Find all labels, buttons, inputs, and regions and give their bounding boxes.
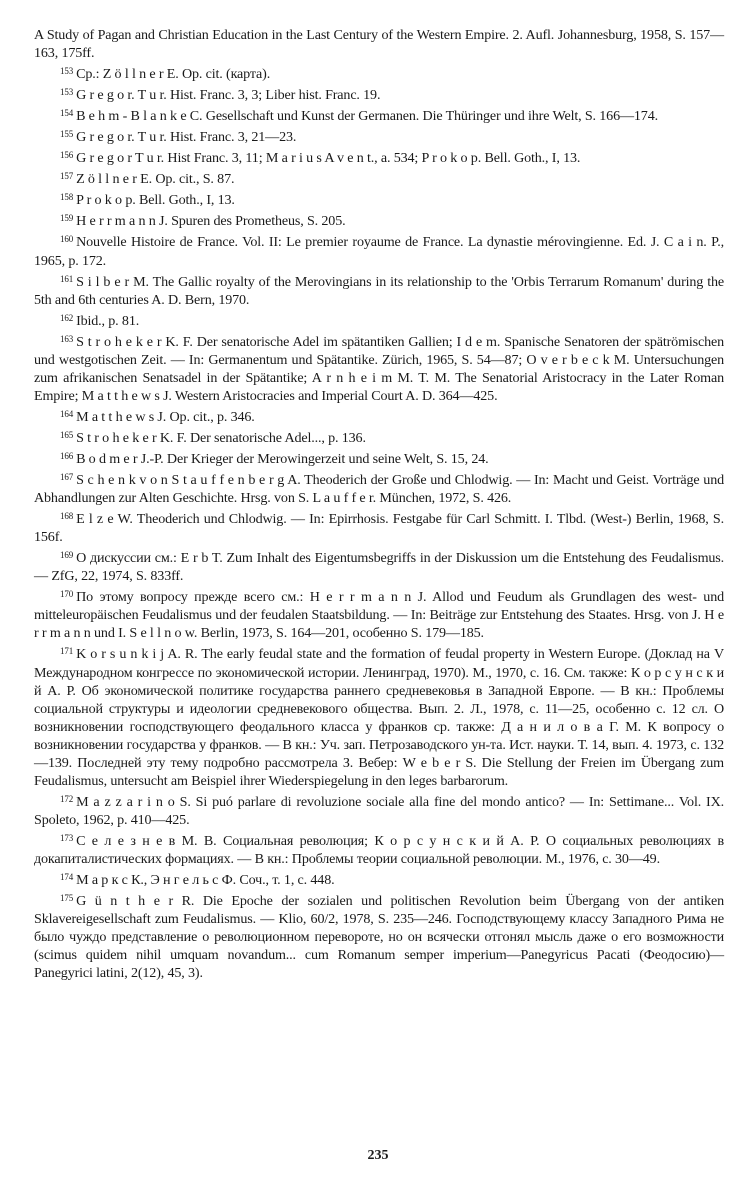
footnote-156: $^{156}$ G r e g o r T u r. Hist Franc. 3, 11; M a r i u s A v e n t., a. 534; P r o k o p. Bell. Goth., I, 13. <box>60 150 581 167</box>
footnote-164: $^{164}$ M a t t h e w s J. Op. cit., p. 346. <box>60 408 255 425</box>
footnote-172: $^{172}$ M a z z a r i n o S. Si puó parlare di revoluzione sociale alla fine del mondo antico? — In: Settimane... Vol. IX. Spoleto, 1962, p. 410—425. <box>34 793 724 828</box>
footnote-155: $^{155}$ G r e g o r. T u r. Hist. Franc. 3, 21—23. <box>60 129 297 146</box>
footnote-166: $^{166}$ B o d m e r J.-P. Der Krieger der Merowingerzeit und seine Welt, S. 15, 24. <box>60 450 489 467</box>
footnote-154: $^{154}$ B e h m - B l a n k e C. Gesellschaft und Kunst der Germanen. Die Thüringer und ihre Welt, S. 166—174. <box>60 108 658 125</box>
footnote-153b: $^{153}$ G r e g o r. T u r. Hist. Franc. 3, 3; Liber hist. Franc. 19. <box>60 87 381 104</box>
footnote-171: $^{171}$ K o r s u n k i j A. R. The early feudal state and the formation of feudal property in Western Europe. (Доклад на V Международном конгрессе по экономической истории. Ленинград, 1970). M., 1970, c. 16. См. также: К о р с у н с к и й А. Р. Об экономической политике государства раннего средневековья в Западной Европе. — В кн.: Проблемы социальной структуры и идеологии средневекового общества. Вып. 2. Л., 1978, c. 11—25, особенно c. 12 сл. О возникновении господствующего феодального класса у франков ср. также: Д а н и л о в а Г. М. К вопросу о возникновении государства у франков. — В кн.: Уч. зап. Петрозаводского ун-та. Ист. науки. Т. 14, вып. 4. 1973, c. 132—139. Последней эту тему подробно рассмотрела З. Вебер: W e b e r S. Die Stellung der Freien im Übergang zum Feudalismus, untersucht am Beispiel ihrer Wiederspiegelung in den leges barbarorum. <box>34 646 724 789</box>
footnote-158: $^{158}$ P r o k o p. Bell. Goth., I, 13. <box>60 192 235 209</box>
footnote-163: $^{163}$ S t r o h e k e r K. F. Der senatorische Adel im spätantiken Gallien; I d e m. Spanische Senatoren der spätrömischen und westgotischen Zeit. — In: Germanentum und Spätantike. Zürich, 1965, S. 54—87; O v e r b e c k M. Untersuchungen zum afrikanischen Senatsadel in der Spätantike; A r n h e i m M. T. M. The Senatorial Aristocracy in the Later Roman Empire; M a t t h e w s J. Western Aristocracies and Imperial Court A. D. 364—425. <box>34 333 724 404</box>
footnote-170: $^{170}$ По этому вопросу прежде всего см.: H e r r m a n n J. Allod und Feudum als Grundlagen des west- und mitteleuropäischen Feudalismus und der feudalen Staatsbildung. — In: Beiträge zur Entstehung des Staates. Hrsg. von J. H e r r m a n n und I. S e l l n o w. Berlin, 1973, S. 164—201, особенно S. 179—185. <box>34 589 724 642</box>
footnote-continuation: A Study of Pagan and Christian Education in the Last Century of the Western Empire. 2. Aufl. Johannesburg, 1958, S. 157—163, 175ff. <box>34 27 724 62</box>
footnote-161: $^{161}$ S i l b e r M. The Gallic royalty of the Merovingians in its relationship to the 'Orbis Terrarum Romanum' during the 5th and 6th centuries A. D. Bern, 1970. <box>34 273 724 308</box>
page-number: 235 <box>367 1148 389 1163</box>
footnote-165: $^{165}$ S t r o h e k e r K. F. Der senatorische Adel..., p. 136. <box>60 429 366 446</box>
footnote-169: $^{169}$ О дискуссии см.: E r b T. Zum Inhalt des Eigentumsbegriffs in der Diskussion um die Entstehung des Feudalismus. — ZfG, 22, 1974, S. 833ff. <box>34 550 724 585</box>
footnote-162: $^{162}$ Ibid., p. 81. <box>60 312 140 329</box>
footnote-173: $^{173}$ С е л е з н е в М. В. Социальная революция; К о р с у н с к и й А. Р. О социальных революциях в докапиталистических формациях. — В кн.: Проблемы теории социальной революции. М., 1976, c. 30—49. <box>34 832 724 867</box>
footnote-157: $^{157}$ Z ö l l n e r E. Op. cit., S. 87. <box>60 171 235 188</box>
footnote-153a: $^{153}$ Cp.: Z ö l l n e r E. Op. cit. (карта). <box>60 66 271 83</box>
footnotes <box>34 26 724 982</box>
footnote-168: $^{168}$ E l z e W. Theoderich und Chlodwig. — In: Epirrhosis. Festgabe für Carl Schmitt. I. Tlbd. (West-) Berlin, 1968, S. 156f. <box>34 511 724 546</box>
footnote-174: $^{174}$ М а р к с К., Э н г е л ь с Ф. Соч., т. 1, c. 448. <box>60 872 335 889</box>
footnote-175: $^{175}$ G ü n t h e r R. Die Epoche der sozialen und politischen Revolution beim Übergang von der antiken Sklavereigesellschaft zum Feudalismus. — Klio, 60/2, 1978, S. 235—246. Господствующему классу Западного Рима не было чуждо представление о революционном перевороте, но он всячески отгонял мысль даже о его возможности (scimus quidem nihil umquam novandum... cum Romanum semper imperium—Panegyricus Pacati (Феодосию)—Panegyrici latini, 2(12), 45, 3). <box>34 893 724 982</box>
footnote-159: $^{159}$ H e r r m a n n J. Spuren des Prometheus, S. 205. <box>60 213 346 230</box>
footnote-167: $^{167}$ S c h e n k v o n S t a u f f e n b e r g A. Theoderich der Große und Chlodwig. — In: Macht und Geist. Vorträge und Abhandlungen zur Alten Geschichte. Hrsg. von S. L a u f f e r. München, 1972, S. 426. <box>34 472 724 507</box>
footnote-160: $^{160}$ Nouvelle Histoire de France. Vol. II: Le premier royaume de France. La dynastie mérovingienne. Ed. J. C a i n. P., 1965, p. 172. <box>34 234 724 269</box>
